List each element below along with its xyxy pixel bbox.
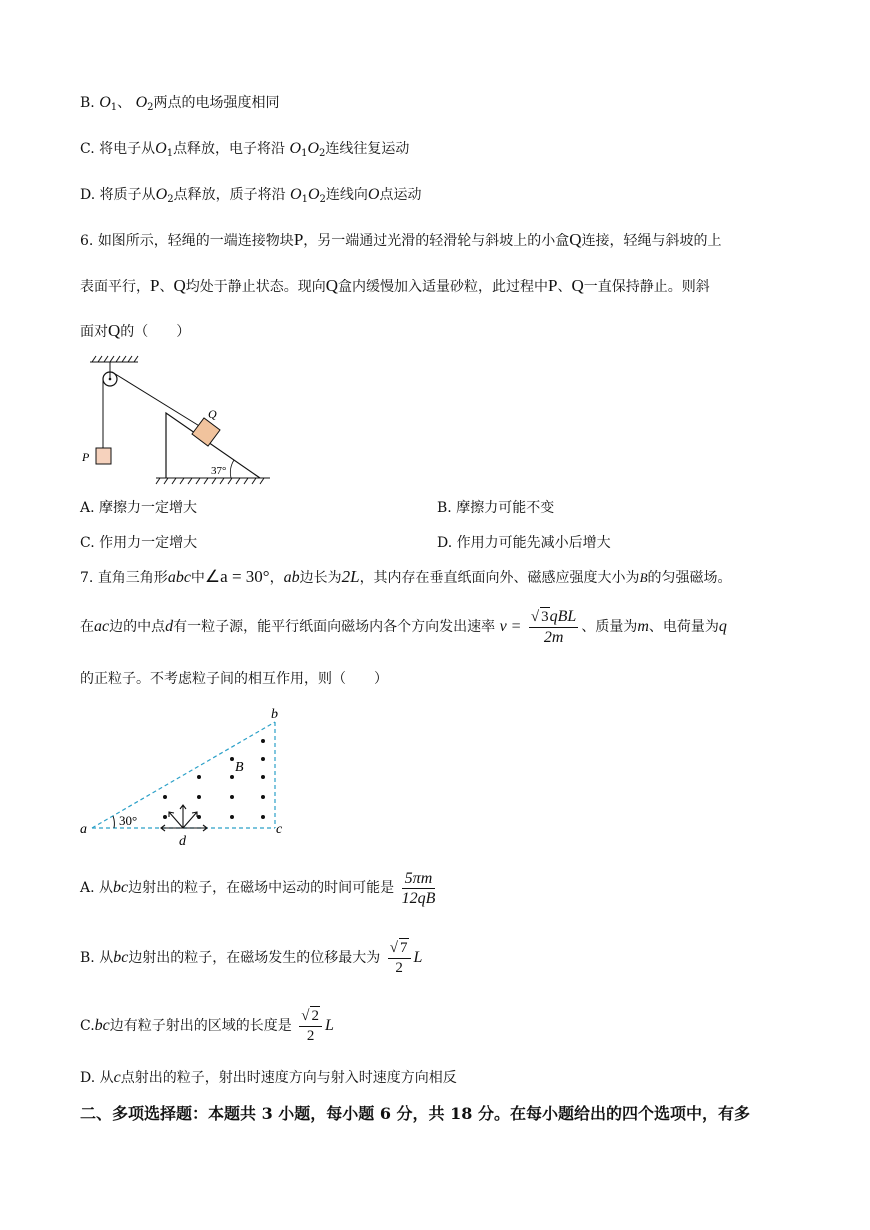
ground	[156, 478, 270, 484]
ceiling	[90, 356, 138, 362]
q7-option-c: C.bc边有粒子射出的区域的长度是 $\frac{√ 2}{2}$ L	[80, 1008, 334, 1044]
q6-stem-line2: 表面平行，P、Q均处于静止状态。现向Q盒内缓慢加入适量砂粒，此过程中P、Q一直保持静止。则斜	[80, 276, 710, 295]
q7-stem-line2: 在ac边的中点d有一粒子源，能平行纸面向磁场内各个方向发出速率 v = $\frac{\text{√ 3qBL}}{2m}$ 、质量为m、电荷量为q	[80, 608, 727, 646]
label-q: Q	[208, 407, 217, 421]
q6-option-b: B. 摩擦力可能不变	[437, 500, 555, 516]
field-dots	[163, 739, 265, 819]
q5-option-b: B. $O_1$、 $O_2$两点的电场强度相同	[80, 94, 280, 113]
angle-30: 30°	[119, 813, 138, 828]
q5-option-d: D. 将质子从$O_2$点释放，质子将沿 $O_1O_2$连线向O点运动	[80, 186, 422, 205]
q6-option-d: D. 作用力可能先减小后增大	[437, 535, 611, 551]
q7-option-a: A. 从bc边射出的粒子，在磁场中运动的时间可能是 $\frac{5\pi m}{12qB}$	[80, 869, 436, 907]
q7-option-b: B. 从bc边射出的粒子，在磁场发生的位移最大为 $\frac{√ 7}{2}$ L	[80, 940, 423, 976]
q5-option-c: C. 将电子从$O_1$点释放，电子将沿 $O_1O_2$连线往复运动	[80, 140, 410, 159]
vertex-a: a	[80, 822, 87, 837]
vertex-b: b	[271, 707, 278, 722]
q7-stem-line3: 的正粒子。不考虑粒子间的相互作用，则（ ）	[80, 671, 388, 687]
q7-option-d: D. 从c点射出的粒子，射出时速度方向与射入时速度方向相反	[80, 1069, 457, 1086]
q6-option-c: C. 作用力一定增大	[80, 535, 198, 551]
q7-stem-line1: 7. 直角三角形abc中∠a = 30°，ab边长为2L，其内存在垂直纸面向外、磁感应强度大小为B的匀强磁场。	[80, 567, 732, 586]
label-p: P	[82, 450, 90, 464]
q6-stem-line3: 面对Q的（ ）	[80, 321, 191, 340]
angle-label: 37°	[211, 465, 227, 477]
section2-heading: 二、多项选择题：本题共 3 小题，每小题 6 分，共 18 分。在每小题给出的四个选项中，有多	[80, 1104, 750, 1123]
q7-triangle-figure	[78, 702, 298, 852]
speed-fraction: $\frac{\text{√ 3qBL}}{2m}$	[530, 608, 577, 646]
vertex-c: c	[276, 822, 283, 837]
block-p	[96, 448, 111, 464]
box-q	[192, 418, 220, 446]
q6-option-a: A. 摩擦力一定增大	[80, 500, 198, 516]
q6-stem-line1: 6. 如图所示，轻绳的一端连接物块P，另一端通过光滑的轻滑轮与斜坡上的小盒Q连接，轻绳与斜坡的上	[80, 230, 722, 249]
source-d: d	[179, 834, 186, 849]
q6-incline-figure	[80, 352, 280, 487]
field-label-b: B	[235, 760, 244, 775]
